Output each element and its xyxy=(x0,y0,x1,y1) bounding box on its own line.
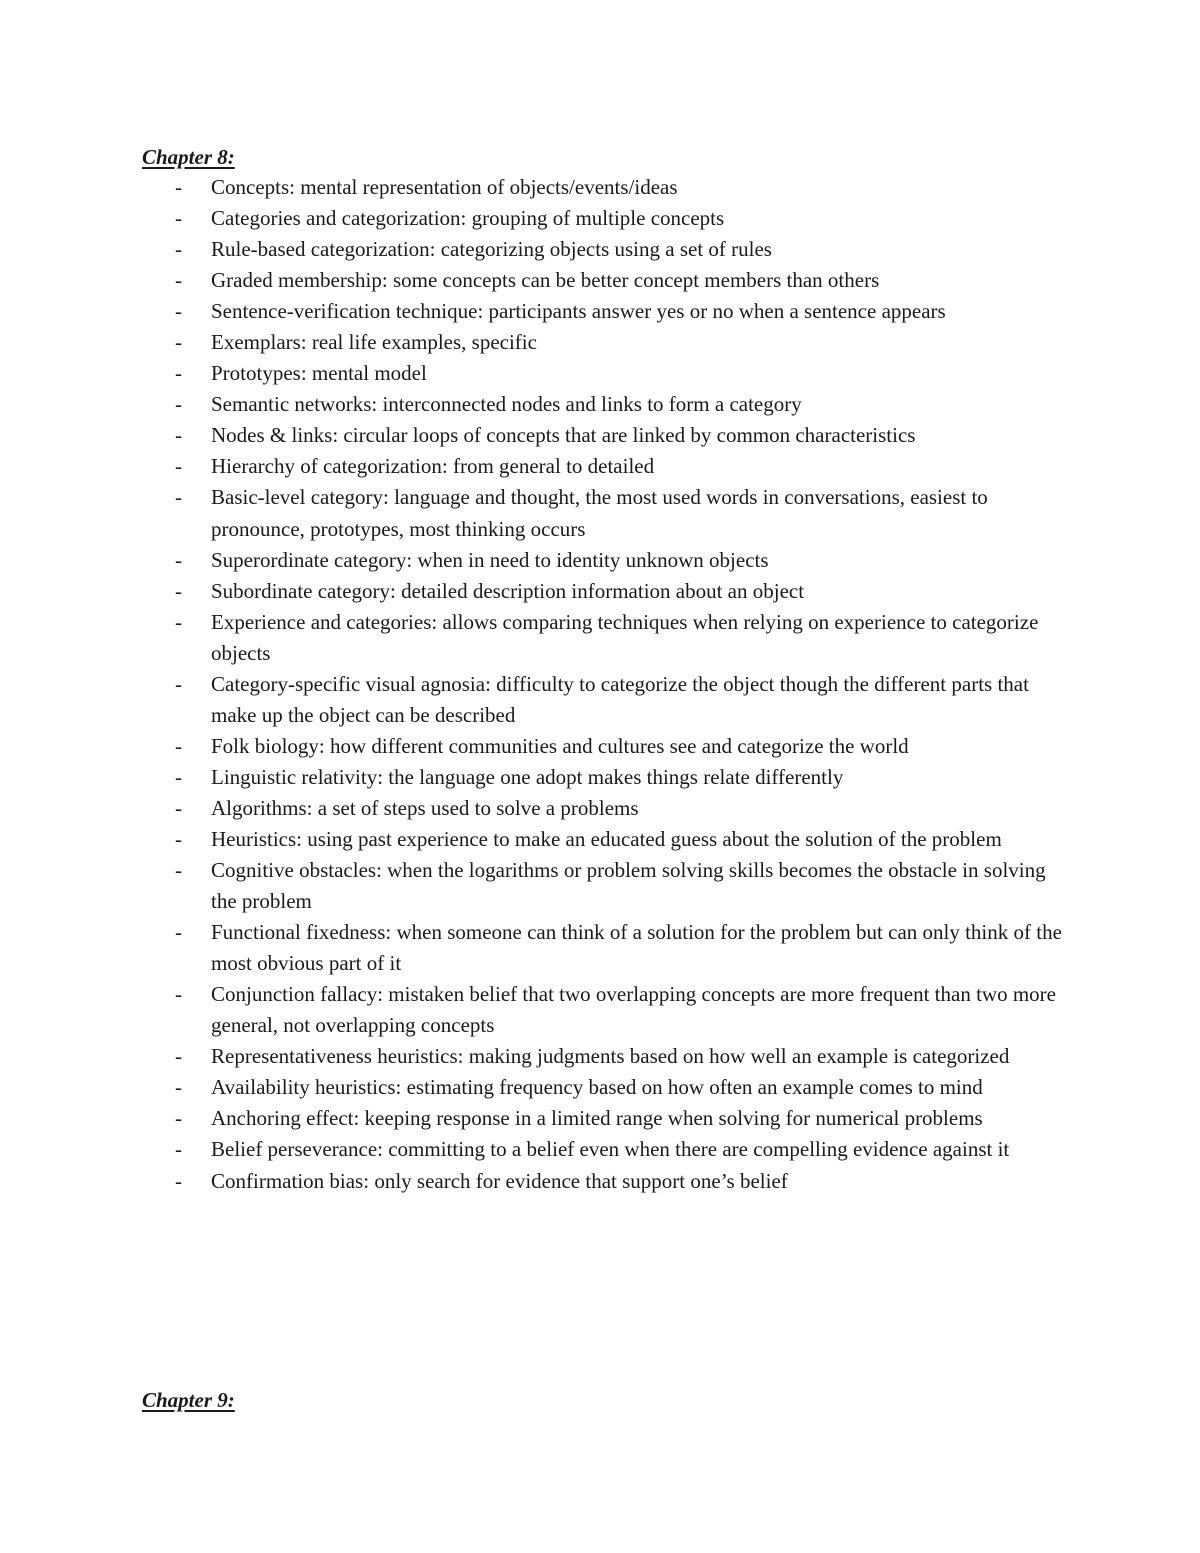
bullet-dash: - xyxy=(175,299,182,324)
note-text: Basic-level category: language and thought, the most used words in conversations, easiest to pronounce, prototypes, most thinking occurs xyxy=(211,485,988,541)
note-text: Superordinate category: when in need to identity unknown objects xyxy=(211,547,769,572)
note-text: Folk biology: how different communities and cultures see and categorize the world xyxy=(211,733,909,758)
list-item xyxy=(142,451,1072,482)
note-text: Confirmation bias: only search for evidence that support one’s belief xyxy=(211,1168,788,1193)
bullet-dash: - xyxy=(175,982,182,1007)
bullet-dash: - xyxy=(175,1044,182,1069)
list-item xyxy=(142,576,1072,607)
list-item xyxy=(142,234,1072,265)
bullet-dash: - xyxy=(175,733,182,758)
bullet-dash: - xyxy=(175,268,182,293)
bullet-dash: - xyxy=(175,175,182,199)
note-text: Sentence-verification technique: participants answer yes or no when a sentence appears xyxy=(211,299,946,324)
note-text: Subordinate category: detailed description information about an object xyxy=(211,578,805,603)
list-item xyxy=(142,545,1072,576)
bullet-dash: - xyxy=(175,609,182,634)
list-item xyxy=(142,607,1072,669)
list-item xyxy=(142,265,1072,296)
bullet-dash: - xyxy=(175,826,182,851)
bullet-dash: - xyxy=(175,858,182,883)
list-item xyxy=(142,482,1072,544)
list-item xyxy=(142,1041,1072,1072)
note-text: Anchoring effect: keeping response in a limited range when solving for numerical problems xyxy=(211,1106,983,1131)
note-text: Algorithms: a set of steps used to solve a problems xyxy=(211,795,639,820)
bullet-dash: - xyxy=(175,454,182,479)
list-item xyxy=(142,420,1072,451)
bullet-dash: - xyxy=(175,1075,182,1100)
note-text: Rule-based categorization: categorizing objects using a set of rules xyxy=(211,237,772,262)
note-text: Cognitive obstacles: when the logarithms or problem solving skills becomes the obstacle in solving the problem xyxy=(211,858,1046,914)
bullet-dash: - xyxy=(175,795,182,820)
note-text: Linguistic relativity: the language one adopt makes things relate differently xyxy=(211,764,844,789)
bullet-dash: - xyxy=(175,330,182,355)
list-item xyxy=(142,1103,1072,1134)
bullet-dash: - xyxy=(175,671,182,696)
note-text: Representativeness heuristics: making judgments based on how well an example is categorized xyxy=(211,1044,1010,1069)
note-text: Exemplars: real life examples, specific xyxy=(211,330,537,355)
list-item xyxy=(142,793,1072,824)
chapter-8-notes-list xyxy=(142,172,1072,1197)
note-text: Nodes & links: circular loops of concepts that are linked by common characteristics xyxy=(211,423,916,448)
note-text: Graded membership: some concepts can be better concept members than others xyxy=(211,268,880,293)
list-item xyxy=(142,327,1072,358)
bullet-dash: - xyxy=(175,206,182,231)
bullet-dash: - xyxy=(175,361,182,386)
note-text: Concepts: mental representation of objects/events/ideas xyxy=(211,175,678,199)
bullet-dash: - xyxy=(175,423,182,448)
list-item xyxy=(142,669,1072,731)
note-text: Categories and categorization: grouping of multiple concepts xyxy=(211,206,725,231)
list-item xyxy=(142,203,1072,234)
chapter-9-heading: Chapter 9: xyxy=(142,1388,235,1412)
note-text: Functional fixedness: when someone can think of a solution for the problem but can only think of the most obvious part of it xyxy=(211,920,1062,976)
note-text: Prototypes: mental model xyxy=(211,361,427,386)
bullet-dash: - xyxy=(175,764,182,789)
list-item xyxy=(142,296,1072,327)
note-text: Heuristics: using past experience to make an educated guess about the solution of the problem xyxy=(211,826,1002,851)
list-item xyxy=(142,855,1072,917)
list-item xyxy=(142,917,1072,979)
note-text: Availability heuristics: estimating frequency based on how often an example comes to mind xyxy=(211,1075,983,1100)
note-text: Experience and categories: allows comparing techniques when relying on experience to categorize objects xyxy=(211,609,1039,665)
note-text: Semantic networks: interconnected nodes and links to form a category xyxy=(211,392,802,417)
list-item xyxy=(142,358,1072,389)
bullet-dash: - xyxy=(175,1106,182,1131)
list-item xyxy=(142,979,1072,1041)
list-item xyxy=(142,824,1072,855)
bullet-dash: - xyxy=(175,1168,182,1193)
bullet-dash: - xyxy=(175,578,182,603)
list-item xyxy=(142,1134,1072,1165)
list-item xyxy=(142,731,1072,762)
chapter-8-heading: Chapter 8: xyxy=(142,145,235,169)
note-text: Hierarchy of categorization: from general to detailed xyxy=(211,454,655,479)
bullet-dash: - xyxy=(175,392,182,417)
bullet-dash: - xyxy=(175,920,182,945)
bullet-dash: - xyxy=(175,237,182,262)
note-text: Conjunction fallacy: mistaken belief that two overlapping concepts are more frequent than two more general, not overlapping concepts xyxy=(211,982,1056,1038)
note-text: Category-specific visual agnosia: difficulty to categorize the object though the different parts that make up the object can be described xyxy=(211,671,1029,727)
note-text: Belief perseverance: committing to a belief even when there are compelling evidence against it xyxy=(211,1137,1010,1162)
list-item xyxy=(142,1166,1072,1197)
bullet-dash: - xyxy=(175,547,182,572)
list-item xyxy=(142,1072,1072,1103)
list-item xyxy=(142,762,1072,793)
list-item xyxy=(142,389,1072,420)
bullet-dash: - xyxy=(175,1137,182,1162)
list-item xyxy=(142,172,1072,203)
bullet-dash: - xyxy=(175,485,182,510)
